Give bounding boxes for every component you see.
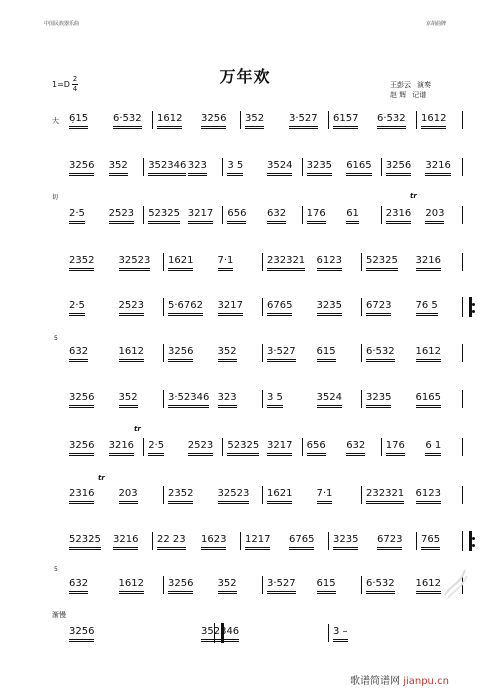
performer-role: 演奏 (417, 81, 431, 89)
note-group: 632 (346, 440, 366, 451)
note-group: 76 5 (415, 300, 438, 311)
segno-mark-1: 5 (54, 335, 58, 342)
note-group: 6123 (415, 488, 441, 499)
note-group: 3216 (113, 534, 139, 545)
barline (152, 111, 153, 129)
barline (262, 298, 263, 316)
note-group: 32523 (217, 488, 250, 499)
end-barline (462, 111, 463, 129)
end-barline (214, 623, 224, 643)
score-row (0, 578, 490, 594)
end-barline (462, 297, 472, 317)
repeat-dot (472, 544, 475, 547)
barline (163, 576, 164, 594)
header-left: 中国民族器乐曲 (44, 21, 80, 27)
note-group: 52325 (366, 255, 398, 266)
note-group: 352 (217, 578, 237, 589)
barline (361, 344, 362, 362)
note-group: 3235 (316, 300, 342, 311)
barline (163, 253, 164, 271)
note-group: 3216 (108, 440, 135, 451)
note-group: 3256 (201, 113, 227, 124)
note-group: 6·532 (113, 113, 142, 124)
note-group: 2316 (69, 488, 95, 499)
note-group: 5·6762 (168, 300, 203, 311)
note-group: 656 (227, 208, 247, 219)
note-group: 352 (245, 113, 265, 124)
note-group: 176 (385, 440, 405, 451)
note-group: 3524 (316, 392, 342, 403)
note-group: 6·532 (377, 113, 406, 124)
barline (328, 624, 329, 642)
note-group: 232321 (366, 488, 405, 499)
note-group: 765 (421, 534, 441, 545)
barline (381, 438, 382, 456)
barline (302, 206, 303, 224)
key-label: 1=D (52, 80, 70, 89)
note-group: 3235 (306, 160, 333, 171)
barline (163, 390, 164, 408)
annotation-qie: 切 (52, 194, 59, 201)
note-group: 656 (306, 440, 326, 451)
note-group: 1612 (415, 346, 441, 357)
note-group: 615 (316, 578, 336, 589)
note-group: 3·52346 (168, 392, 210, 403)
note-group: 3256 (168, 346, 194, 357)
note-group: 6723 (377, 534, 403, 545)
barline (163, 298, 164, 316)
barline (361, 486, 362, 504)
barline (240, 532, 241, 550)
note-group: 6·532 (366, 578, 395, 589)
note-group: 1621 (267, 488, 293, 499)
score-row (0, 255, 490, 271)
barline (416, 532, 417, 550)
key-signature (52, 76, 78, 93)
watermark-url: jianpu.cn (403, 676, 449, 687)
barline (163, 344, 164, 362)
note-group: 3·527 (267, 578, 296, 589)
note-group: 6165 (346, 160, 372, 171)
barline (262, 390, 263, 408)
trill-mark-3: tr (98, 474, 105, 482)
note-group: 7·1 (217, 255, 234, 266)
barline (262, 344, 263, 362)
note-group: 3256 (69, 626, 95, 637)
note-group: 2316 (385, 208, 412, 219)
time-numerator: 2 (72, 75, 78, 83)
note-group: 3217 (187, 208, 214, 219)
note-group: 2523 (187, 440, 214, 451)
note-group: 352 (118, 392, 138, 403)
note-group: 632 (267, 208, 287, 219)
end-barline (462, 253, 463, 271)
barline (222, 158, 223, 176)
note-group: 6765 (267, 300, 293, 311)
note-group: 6723 (366, 300, 392, 311)
note-group: 2·5 (148, 440, 165, 451)
note-group: 1612 (421, 113, 447, 124)
note-group: 61 (346, 208, 359, 219)
note-group: 323 (217, 392, 237, 403)
note-group: 3235 (366, 392, 392, 403)
end-barline (462, 531, 472, 551)
time-signature (72, 76, 78, 93)
note-group: 632 (69, 578, 89, 589)
end-barline (462, 344, 463, 362)
note-group: 203 (118, 488, 138, 499)
transcriber-role: 记谱 (412, 91, 427, 99)
note-group: 2·5 (69, 300, 85, 311)
repeat-dot (472, 537, 475, 540)
credits (390, 80, 431, 100)
note-group: 3217 (217, 300, 243, 311)
score-row (0, 440, 490, 456)
transcriber-name: 赵 辉 (390, 91, 407, 99)
note-group: 6157 (333, 113, 359, 124)
note-group: 232321 (267, 255, 306, 266)
barline (302, 438, 303, 456)
note-group: 32523 (118, 255, 151, 266)
note-group: 3216 (415, 255, 441, 266)
annotation-da: 大 (52, 117, 59, 125)
page-title: 万年欢 (219, 67, 271, 86)
score-row (0, 113, 490, 129)
trill-mark-2: tr (134, 425, 141, 433)
note-group: 352 (108, 160, 128, 171)
barline (262, 576, 263, 594)
score-row (0, 488, 490, 504)
barline (361, 298, 362, 316)
note-group: 352346 (201, 626, 240, 637)
note-group: 3256 (168, 578, 194, 589)
barline (361, 390, 362, 408)
note-group: 6123 (316, 255, 342, 266)
repeat-dot (472, 310, 475, 313)
note-group: 2352 (168, 488, 194, 499)
note-group: 1621 (168, 255, 194, 266)
time-denominator: 4 (72, 85, 78, 93)
note-group: 3216 (425, 160, 451, 171)
note-group: 3256 (69, 440, 95, 451)
barline (328, 111, 329, 129)
decorative-stamp (440, 560, 470, 600)
note-group: 203 (425, 208, 445, 219)
note-group: 3524 (267, 160, 293, 171)
note-group: 52325 (227, 440, 260, 451)
note-group: 3 5 (227, 160, 244, 171)
end-barline (462, 438, 463, 456)
note-group: 3256 (69, 160, 95, 171)
end-barline (462, 486, 463, 504)
note-group: 1612 (157, 113, 183, 124)
end-barline (462, 390, 463, 408)
note-group: 7·1 (316, 488, 333, 499)
credit-performer (390, 80, 431, 90)
segno-mark-2: 5 (54, 566, 58, 573)
barline (143, 158, 144, 176)
barline (222, 206, 223, 224)
barline (361, 576, 362, 594)
note-group: 2352 (69, 255, 95, 266)
barline (381, 206, 382, 224)
note-group: 615 (316, 346, 336, 357)
note-group: 2523 (118, 300, 144, 311)
note-group: 3256 (69, 392, 95, 403)
note-group: 52325 (69, 534, 101, 545)
score-row (0, 626, 490, 642)
note-group: 2·5 (69, 208, 85, 219)
score-row (0, 160, 490, 176)
credit-transcriber (390, 90, 431, 100)
note-group: 3235 (333, 534, 359, 545)
barline (416, 111, 417, 129)
barline (152, 532, 153, 550)
note-group: 3·527 (267, 346, 296, 357)
barline (328, 532, 329, 550)
note-group: 1612 (118, 346, 144, 357)
end-barline (462, 206, 463, 224)
header-right: 京胡曲牌 (425, 21, 446, 27)
note-group: 6·532 (366, 346, 395, 357)
score-row (0, 300, 490, 316)
score-row (0, 534, 490, 550)
score-row (0, 346, 490, 362)
barline (240, 111, 241, 129)
note-group: 323 (187, 160, 207, 171)
note-group: 352346 (148, 160, 187, 171)
barline (381, 158, 382, 176)
note-group: 3256 (385, 160, 412, 171)
note-group: 22 23 (157, 534, 186, 545)
barline (262, 486, 263, 504)
watermark (350, 672, 449, 687)
barline (262, 253, 263, 271)
note-group: 1623 (201, 534, 227, 545)
note-group: 6 1 (425, 440, 442, 451)
trill-mark-1: tr (410, 192, 417, 200)
end-barline (462, 158, 463, 176)
note-group: 52325 (148, 208, 180, 219)
note-group: 176 (306, 208, 326, 219)
note-group: 1612 (118, 578, 144, 589)
barline (143, 206, 144, 224)
note-group: 6765 (289, 534, 315, 545)
barline (143, 438, 144, 456)
note-group: 6165 (415, 392, 441, 403)
note-group: 3 5 (267, 392, 283, 403)
note-group: 632 (69, 346, 89, 357)
note-group: 352 (217, 346, 237, 357)
note-group: 6̣15 (69, 113, 89, 124)
note-group: 2523 (108, 208, 135, 219)
performer-name: 王彭云 (390, 81, 411, 89)
score-row (0, 392, 490, 408)
note-group: 3·527 (289, 113, 318, 124)
score-row (0, 208, 490, 224)
barline (361, 253, 362, 271)
note-group: 3 – (333, 626, 348, 637)
annotation-jianman: 渐慢 (52, 611, 66, 619)
note-group: 3217 (267, 440, 293, 451)
barline (302, 158, 303, 176)
watermark-cn: 歌谱简谱网 (350, 676, 400, 687)
note-group: 1612 (415, 578, 441, 589)
note-group: 1217 (245, 534, 271, 545)
barline (163, 486, 164, 504)
barline (222, 438, 223, 456)
repeat-dot (472, 303, 475, 306)
